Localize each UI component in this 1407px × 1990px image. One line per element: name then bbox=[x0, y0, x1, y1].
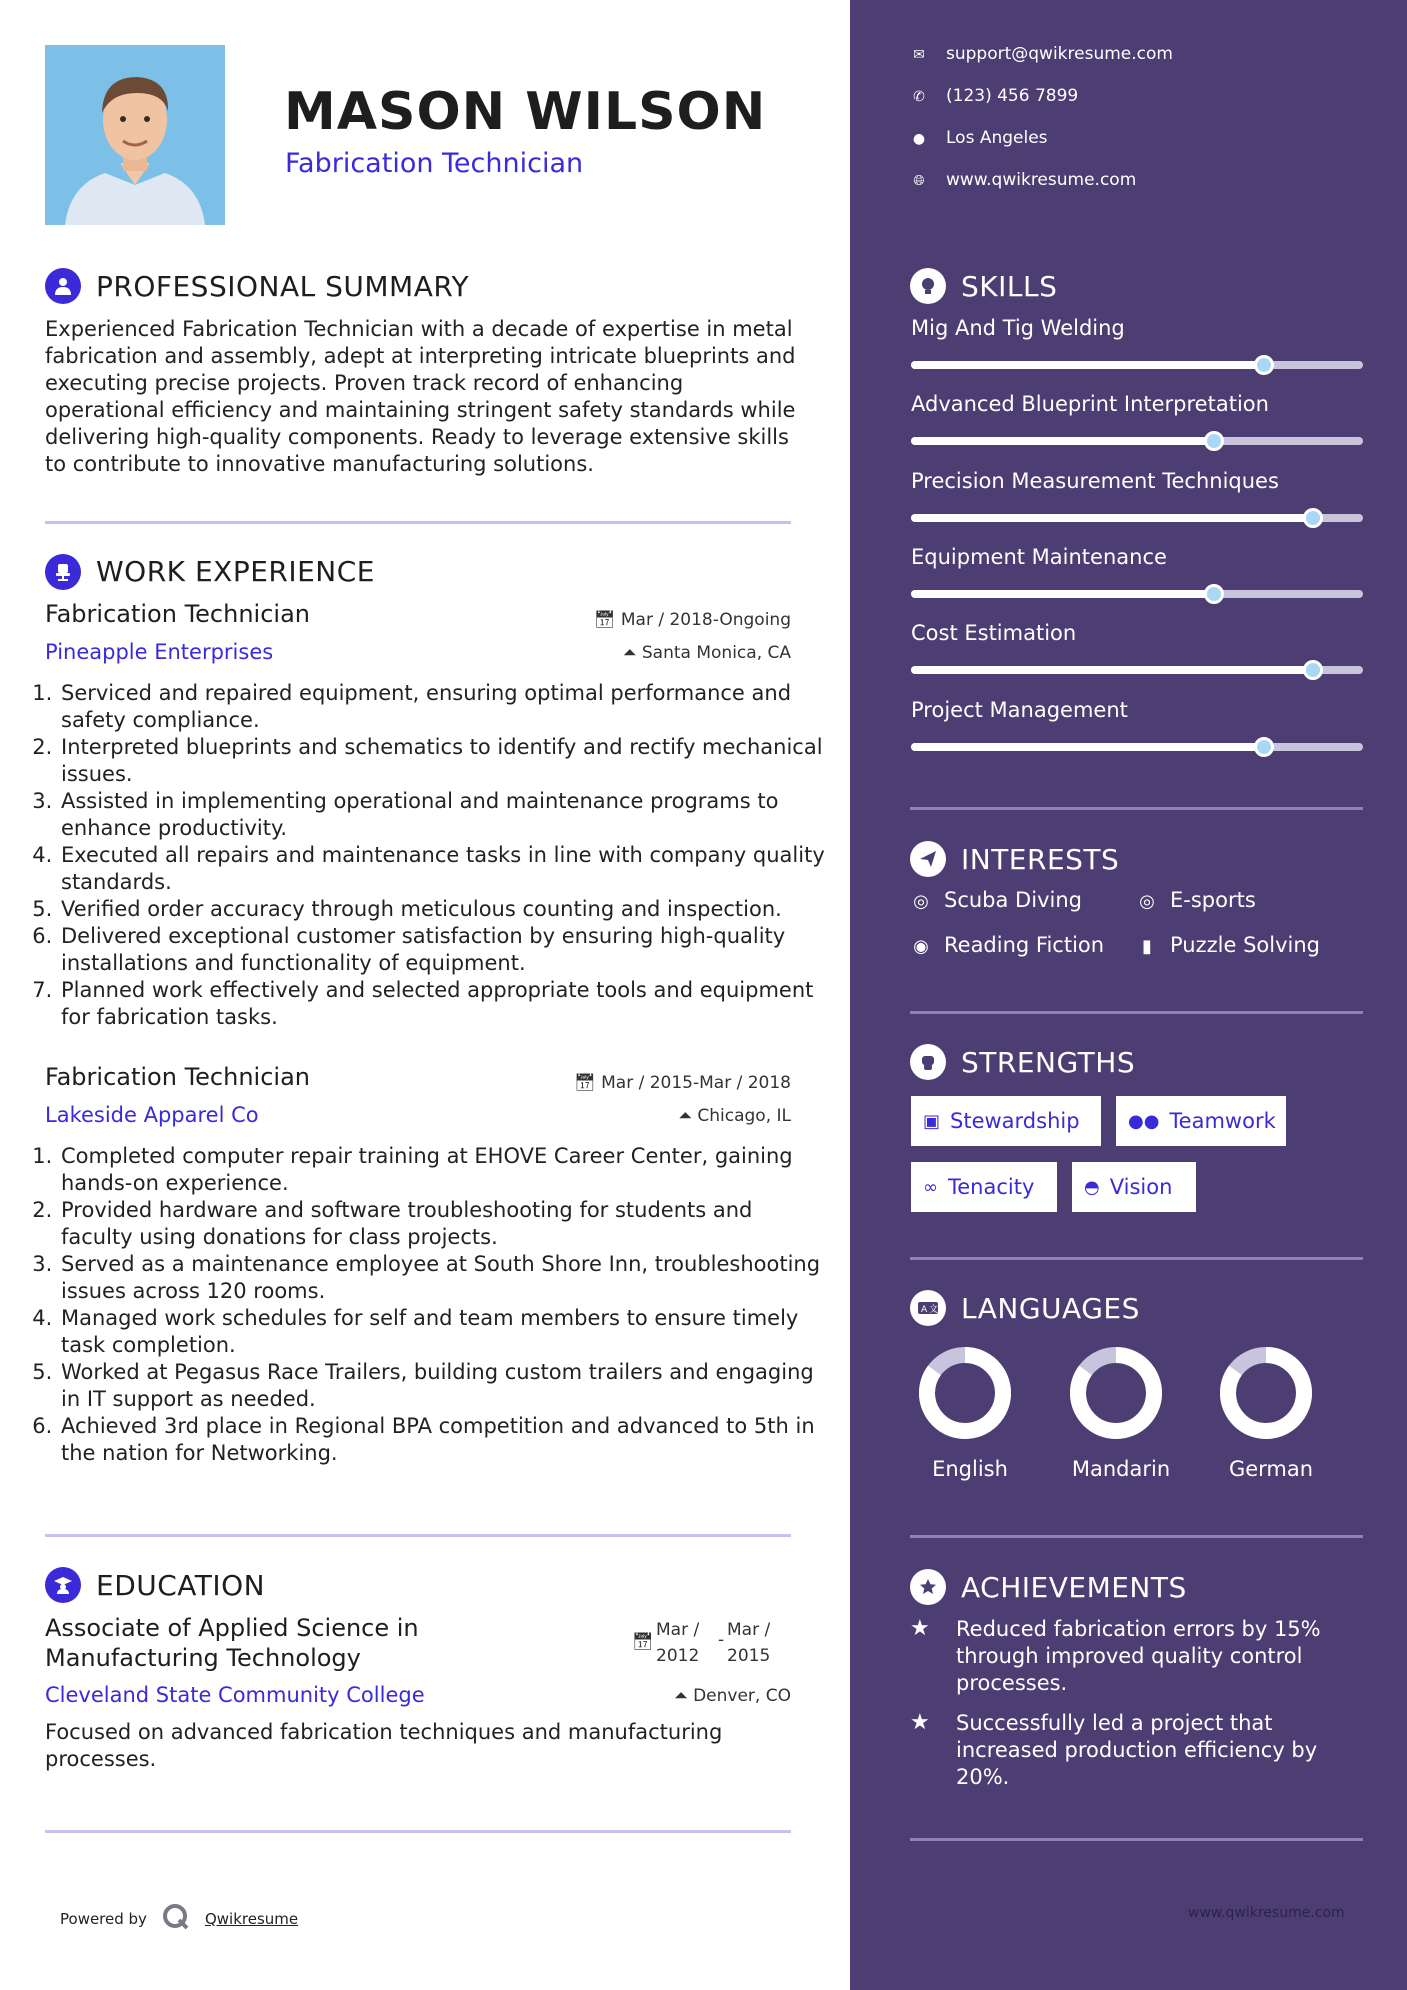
calendar-icon: 📅︎ bbox=[593, 610, 621, 630]
skill-bar bbox=[911, 361, 1363, 369]
skill-bar-knob bbox=[1254, 737, 1274, 757]
school-name: Cleveland State Community College bbox=[45, 1683, 425, 1707]
language-name: English bbox=[932, 1457, 1008, 1481]
skill-name: Mig And Tig Welding bbox=[911, 316, 1125, 340]
strength-chip: ◓ Vision bbox=[1072, 1162, 1196, 1212]
company-name: Lakeside Apparel Co bbox=[45, 1103, 259, 1127]
skill-name: Advanced Blueprint Interpretation bbox=[911, 392, 1269, 416]
language-ring bbox=[1216, 1343, 1316, 1443]
list-item: 2. Provided hardware and software troubleshooting for students and faculty using donations for class projects. bbox=[59, 1197, 829, 1251]
job-location: ⏶ Santa Monica, CA bbox=[622, 643, 791, 663]
achievements-title: ACHIEVEMENTS bbox=[961, 1571, 1187, 1604]
language-ring bbox=[1066, 1343, 1166, 1443]
contact-phone: ✆ (123) 456 7899 bbox=[910, 86, 1078, 106]
profile-photo bbox=[45, 45, 225, 225]
book-icon: ▮ bbox=[1142, 936, 1152, 957]
experience-title: WORK EXPERIENCE bbox=[96, 555, 375, 588]
skill-name: Equipment Maintenance bbox=[911, 545, 1167, 569]
skill-bar-fill bbox=[911, 590, 1214, 598]
skill-bar-fill bbox=[911, 666, 1313, 674]
skill-name: Cost Estimation bbox=[911, 621, 1077, 645]
calendar-icon: 📅︎ bbox=[632, 1632, 654, 1652]
section-divider bbox=[45, 521, 791, 524]
skill-name: Precision Measurement Techniques bbox=[911, 469, 1279, 493]
calendar-icon: 📅︎ bbox=[574, 1073, 602, 1093]
list-item: 1. Completed computer repair training at EHOVE Career Center, gaining hands-on experience. bbox=[59, 1143, 829, 1197]
gamepad-icon: ◉ bbox=[913, 936, 929, 957]
skill-bar-knob bbox=[1254, 355, 1274, 375]
strength-chip: ●● Teamwork bbox=[1116, 1096, 1286, 1146]
job-location: ⏶ Chicago, IL bbox=[678, 1106, 791, 1126]
life-ring-icon: ◎ bbox=[913, 891, 929, 912]
edu-location: ⏶ Denver, CO bbox=[674, 1686, 791, 1706]
candidate-role: Fabrication Technician bbox=[285, 148, 584, 179]
job-title: Fabrication Technician bbox=[45, 600, 310, 628]
briefcase-icon: ▣ bbox=[923, 1110, 941, 1132]
skills-title: SKILLS bbox=[961, 270, 1058, 303]
skill-bar bbox=[911, 666, 1363, 674]
date-separator: - bbox=[718, 1630, 725, 1650]
list-item: 5. Verified order accuracy through meticulous counting and inspection. bbox=[59, 896, 829, 923]
skill-bar-knob bbox=[1204, 584, 1224, 604]
job-dates: 📅︎ Mar / 2015-Mar / 2018 bbox=[574, 1073, 791, 1093]
link-icon: ∞ bbox=[923, 1176, 938, 1198]
section-divider bbox=[910, 1257, 1363, 1260]
star-icon: ★ bbox=[910, 1616, 930, 1641]
interest-item: ◉ Reading Fiction bbox=[908, 933, 1104, 957]
contact-email[interactable]: ✉ support@qwikresume.com bbox=[910, 44, 1173, 64]
summary-text: Experienced Fabrication Technician with a decade of expertise in metal fabrication and assembly, adept at interpreting intricate blueprints and executing precise projects. Proven track record of enhancing operational efficiency and maintaining stringent safety standards while delivering high-quality components. Ready to leverage extensive skills to contribute to innovative manufacturing solutions. bbox=[45, 317, 796, 476]
qwikresume-logo-icon bbox=[161, 1902, 191, 1936]
list-item: 2. Interpreted blueprints and schematics to identify and rectify mechanical issues. bbox=[59, 734, 829, 788]
binoculars-icon: ◓ bbox=[1084, 1176, 1100, 1198]
skill-bar-fill bbox=[911, 361, 1264, 369]
skill-bar-fill bbox=[911, 437, 1214, 445]
language-ring bbox=[915, 1343, 1015, 1443]
skill-bar bbox=[911, 743, 1363, 751]
svg-text:A: A bbox=[921, 1305, 928, 1315]
job-dates: 📅︎ Mar / 2018-Ongoing bbox=[593, 610, 791, 630]
edu-description: Focused on advanced fabrication techniques and manufacturing processes. bbox=[45, 1720, 723, 1771]
job-duties bbox=[41, 680, 829, 1031]
section-divider bbox=[45, 1830, 791, 1833]
skill-bar-knob bbox=[1204, 431, 1224, 451]
list-item: 4. Executed all repairs and maintenance tasks in line with company quality standards. bbox=[59, 842, 829, 896]
language-icon bbox=[910, 1290, 946, 1326]
users-icon: ●● bbox=[1128, 1110, 1160, 1132]
pin-icon: ⏶ bbox=[622, 643, 642, 663]
envelope-icon: ✉ bbox=[913, 47, 925, 63]
section-divider bbox=[910, 1535, 1363, 1538]
lightbulb-icon bbox=[910, 268, 946, 304]
summary-title: PROFESSIONAL SUMMARY bbox=[96, 270, 470, 303]
interest-item: ◎ E-sports bbox=[1134, 888, 1256, 912]
life-ring-icon: ◎ bbox=[1139, 891, 1155, 912]
strength-chip: ▣ Stewardship bbox=[911, 1096, 1101, 1146]
strengths-title: STRENGTHS bbox=[961, 1046, 1136, 1079]
interest-item: ▮ Puzzle Solving bbox=[1134, 933, 1320, 957]
list-item: 6. Achieved 3rd place in Regional BPA competition and advanced to 5th in the nation for Networking. bbox=[59, 1413, 829, 1467]
list-item: 3. Served as a maintenance employee at South Shore Inn, troubleshooting issues across 120 rooms. bbox=[59, 1251, 829, 1305]
achievement-item: Successfully led a project that increased production efficiency by 20%. bbox=[956, 1711, 1318, 1789]
contact-website[interactable]: 🌐︎ www.qwikresume.com bbox=[910, 170, 1136, 190]
user-icon bbox=[45, 268, 81, 304]
footer-site[interactable]: www.qwikresume.com bbox=[1188, 1905, 1345, 1921]
office-chair-icon bbox=[45, 554, 81, 590]
language-name: German bbox=[1228, 1457, 1314, 1481]
list-item: 1. Serviced and repaired equipment, ensuring optimal performance and safety compliance. bbox=[59, 680, 829, 734]
section-divider bbox=[910, 1011, 1363, 1014]
language-name: Mandarin bbox=[1071, 1457, 1171, 1481]
skill-bar-fill bbox=[911, 743, 1264, 751]
edu-start-date: Mar / 2012 bbox=[656, 1620, 700, 1666]
interest-item: ◎ Scuba Diving bbox=[908, 888, 1082, 912]
job-title: Fabrication Technician bbox=[45, 1063, 310, 1091]
company-name: Pineapple Enterprises bbox=[45, 640, 274, 664]
section-divider bbox=[45, 1534, 791, 1537]
contact-location: ● Los Angeles bbox=[910, 128, 1048, 148]
section-divider bbox=[910, 1838, 1363, 1841]
skill-bar bbox=[911, 437, 1363, 445]
edu-end-date: Mar / 2015 bbox=[727, 1620, 771, 1666]
pin-icon: ⏶ bbox=[674, 1686, 694, 1706]
degree: Associate of Applied Science in Manufacturing Technology bbox=[45, 1614, 419, 1672]
list-item: 3. Assisted in implementing operational and maintenance programs to enhance productivity. bbox=[59, 788, 829, 842]
interests-title: INTERESTS bbox=[961, 843, 1120, 876]
pin-icon: ⏶ bbox=[678, 1106, 698, 1126]
globe-icon: 🌐︎ bbox=[913, 173, 925, 189]
star-icon: ★ bbox=[910, 1710, 930, 1735]
skill-bar bbox=[911, 590, 1363, 598]
phone-icon: ✆ bbox=[913, 89, 925, 105]
svg-text:文: 文 bbox=[929, 1305, 939, 1315]
skill-name: Project Management bbox=[911, 698, 1128, 722]
list-item: 7. Planned work effectively and selected appropriate tools and equipment for fabrication tasks. bbox=[59, 977, 829, 1031]
fist-icon bbox=[910, 1044, 946, 1080]
education-title: EDUCATION bbox=[96, 1569, 266, 1602]
graduate-icon bbox=[45, 1567, 81, 1603]
star-badge-icon bbox=[910, 1569, 946, 1605]
candidate-name: MASON WILSON bbox=[284, 82, 767, 142]
section-divider bbox=[910, 807, 1363, 810]
list-item: 4. Managed work schedules for self and team members to ensure timely task completion. bbox=[59, 1305, 829, 1359]
list-item: 6. Delivered exceptional customer satisfaction by ensuring high-quality installations and functionality of equipment. bbox=[59, 923, 829, 977]
skill-bar-fill bbox=[911, 514, 1313, 522]
map-marker-icon: ● bbox=[912, 131, 926, 147]
achievement-item: Reduced fabrication errors by 15% through improved quality control processes. bbox=[956, 1617, 1321, 1695]
qwikresume-link[interactable]: Qwikresume bbox=[204, 1910, 299, 1928]
languages-title: LANGUAGES bbox=[961, 1292, 1140, 1325]
powered-by: Powered by Qwikresume bbox=[60, 1902, 298, 1936]
strength-chip: ∞ Tenacity bbox=[911, 1162, 1057, 1212]
job-duties bbox=[41, 1143, 829, 1467]
skill-bar bbox=[911, 514, 1363, 522]
paper-plane-icon bbox=[910, 841, 946, 877]
list-item: 5. Worked at Pegasus Race Trailers, building custom trailers and engaging in IT support as needed. bbox=[59, 1359, 829, 1413]
